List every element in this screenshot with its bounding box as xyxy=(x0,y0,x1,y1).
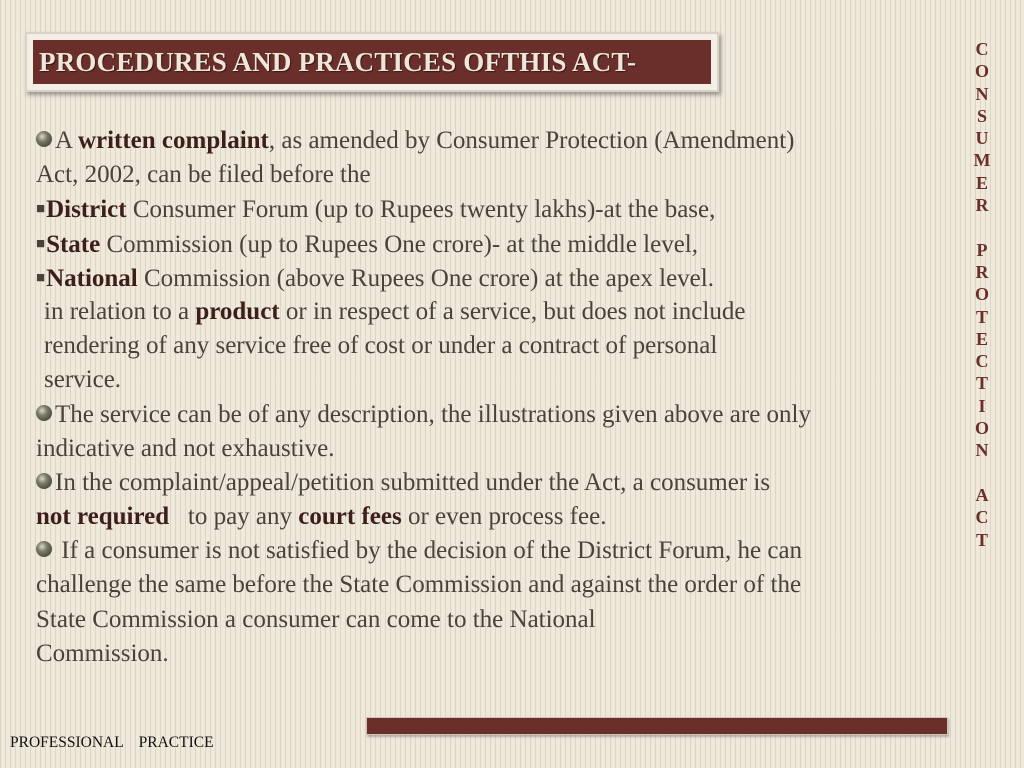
vertical-title-letter xyxy=(968,216,996,238)
vertical-title-letter: N xyxy=(975,83,989,104)
vertical-title-letter: C xyxy=(975,507,989,528)
square-bullet-icon: ■ xyxy=(36,235,46,252)
paragraph-appeal: If a consumer is not satisfied by the decision of the District Forum, he can xyxy=(36,534,968,568)
vertical-title-letter: C xyxy=(975,39,989,59)
round-bullet-icon xyxy=(36,541,52,557)
text-line: service. xyxy=(44,366,122,394)
vertical-title-letter: N xyxy=(975,440,989,461)
square-bullet-icon: ■ xyxy=(36,201,46,218)
vertical-title-letter: O xyxy=(974,418,989,439)
vertical-title-letter: C xyxy=(975,351,989,372)
vertical-title-letter xyxy=(968,462,996,484)
text-line: Act, 2002, can be filed before the xyxy=(36,161,371,189)
text-line: indicative and not exhaustive. xyxy=(36,434,335,462)
square-bullet-icon: ■ xyxy=(36,269,46,286)
footer-text: PROFESSIONAL PRACTICE xyxy=(10,734,214,751)
decorative-bar xyxy=(366,717,948,735)
list-item-district: ■District Consumer Forum (up to Rupees twenty lakhs)-at the base, xyxy=(36,192,968,226)
slide-body xyxy=(36,124,968,671)
text-line: not required to pay any court fees or even process fee. xyxy=(36,503,607,531)
title-frame xyxy=(25,32,719,92)
round-bullet-icon xyxy=(36,473,52,489)
vertical-title-letter: E xyxy=(975,328,988,349)
round-bullet-icon xyxy=(36,405,52,421)
text-line: Commission. xyxy=(36,639,169,667)
vertical-title-letter: E xyxy=(975,172,988,193)
text-line: in relation to a product or in respect of a service, but does not include xyxy=(44,297,746,325)
vertical-title-letter: P xyxy=(976,239,988,260)
text-line: challenge the same before the State Commission and against the order of the xyxy=(36,571,802,599)
vertical-side-title xyxy=(968,38,996,551)
vertical-title-letter: S xyxy=(976,105,987,126)
paragraph-service-description: The service can be of any description, the illustrations given above are only xyxy=(36,398,968,432)
vertical-title-letter: U xyxy=(975,128,989,149)
vertical-title-letter: T xyxy=(975,529,988,550)
page-title: PROCEDURES AND PRACTICES OFTHIS ACT- xyxy=(33,40,711,84)
vertical-title-letter: R xyxy=(975,195,989,216)
vertical-title-letter: O xyxy=(974,61,989,82)
vertical-title-letter: R xyxy=(975,261,989,282)
vertical-title-letter: A xyxy=(975,484,989,505)
paragraph-court-fees: In the complaint/appeal/petition submitted under the Act, a consumer is xyxy=(36,466,968,500)
vertical-title-letter: I xyxy=(978,395,986,416)
list-item-national: ■National Commission (above Rupees One crore) at the apex level. xyxy=(36,261,968,295)
list-item-state: ■State Commission (up to Rupees One crore)- at the middle level, xyxy=(36,227,968,261)
text-line: State Commission a consumer can come to the National xyxy=(36,605,596,633)
vertical-title-letter: M xyxy=(973,150,991,171)
text-line: rendering of any service free of cost or under a contract of personal xyxy=(44,332,718,360)
vertical-title-letter: T xyxy=(975,373,988,394)
paragraph-written-complaint: A written complaint, as amended by Consumer Protection (Amendment) xyxy=(36,124,968,158)
round-bullet-icon xyxy=(36,131,52,147)
vertical-title-letter: O xyxy=(974,284,989,305)
vertical-title-letter: T xyxy=(975,306,988,327)
